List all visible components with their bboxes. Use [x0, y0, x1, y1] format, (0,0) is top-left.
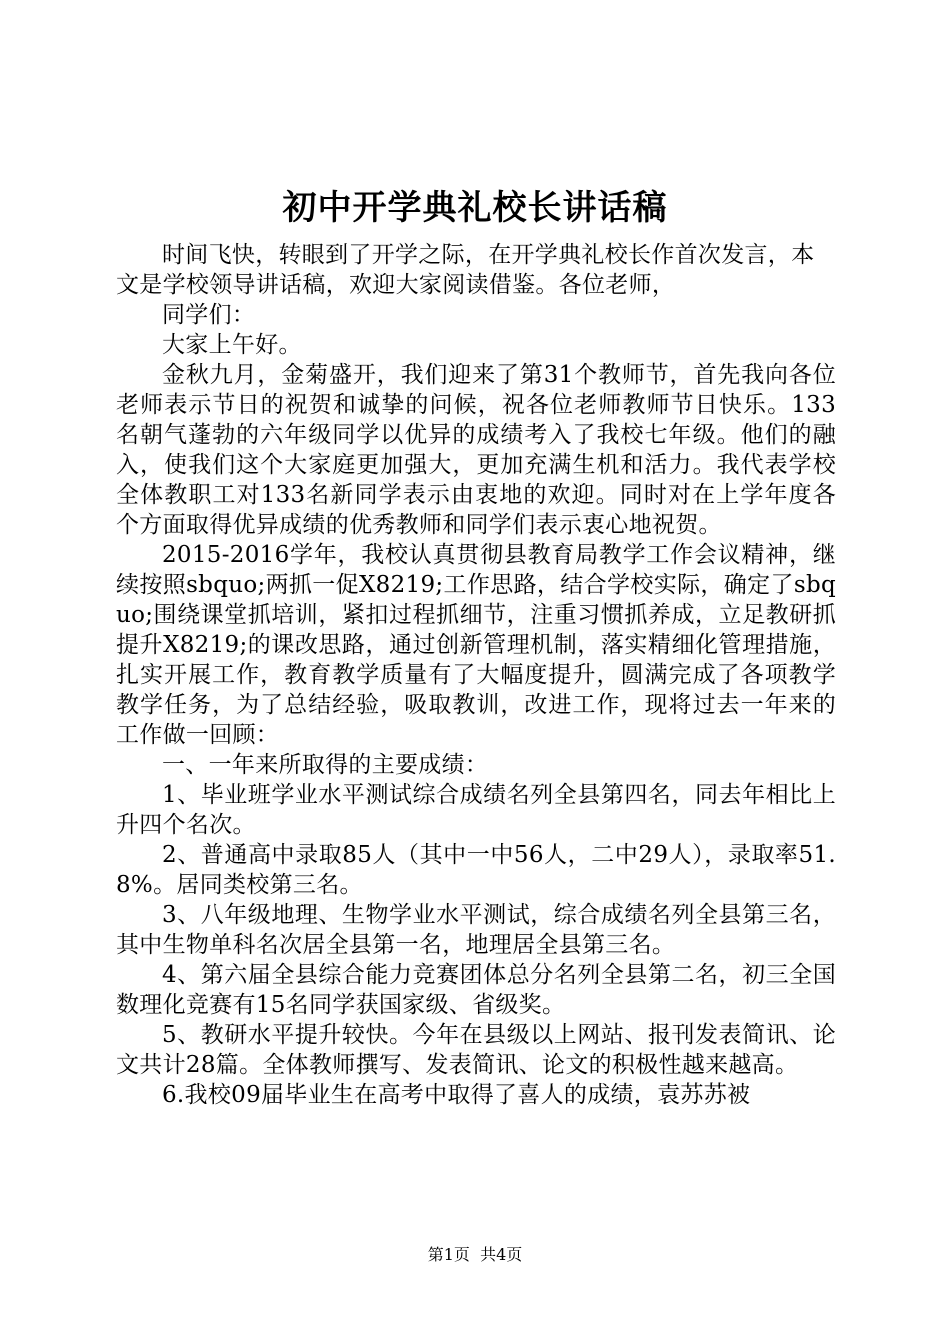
paragraph-greeting-morning: 大家上午好。 — [162, 332, 302, 358]
paragraph-item-4: 4、第六届全县综合能力竞赛团体总分名列全县第二名，初三全国数理化竞赛有15名同学获国家级、省级奖。 — [116, 962, 836, 1018]
paragraph-item-5: 5、教研水平提升较快。今年在县级以上网站、报刊发表简讯、论文共计28篇。全体教师撰写、发表简讯、论文的积极性越来越高。 — [116, 1022, 836, 1078]
paragraph-school-year: 2015-2016学年，我校认真贯彻县教育局教学工作会议精神，继续按照sbquo;两抓一促X8219;工作思路，结合学校实际，确定了sbquo;围绕课堂抓培训，紧扣过程抓细节，注重习惯抓养成，立足教研抓提升X8219;的课改思路，通过创新管理机制，落实精细化管理措施，扎实开展工作，教育教学质量有了大幅度提升，圆满完成了各项教学教学任务，为了总结经验，吸取教训，改进工作，现将过去一年来的工作做一回顾： — [116, 542, 836, 748]
page-footer — [0, 1242, 950, 1268]
paragraph-item-1: 1、毕业班学业水平测试综合成绩名列全县第四名，同去年相比上升四个名次。 — [116, 782, 836, 838]
document-title: 初中开学典礼校长讲话稿 — [282, 188, 668, 228]
paragraph-greeting-students: 同学们： — [162, 302, 256, 328]
page-total: 共4页 — [480, 1245, 523, 1264]
paragraph-item-2: 2、普通高中录取85人（其中一中56人，二中29人），录取率51.8%。居同类校第三名。 — [116, 842, 836, 898]
paragraph-intro: 时间飞快，转眼到了开学之际，在开学典礼校长作首次发言，本文是学校领导讲话稿，欢迎大家阅读借鉴。各位老师， — [116, 242, 815, 298]
document-body — [116, 240, 836, 1110]
page-number: 第1页 — [427, 1245, 470, 1264]
paragraph-section-heading: 一、一年来所取得的主要成绩： — [162, 752, 489, 778]
paragraph-item-3: 3、八年级地理、生物学业水平测试，综合成绩名列全县第三名，其中生物单科名次居全县第一名，地理居全县第三名。 — [116, 902, 836, 958]
paragraph-item-6: 6.我校09届毕业生在高考中取得了喜人的成绩，袁苏苏被 — [162, 1082, 751, 1108]
paragraph-teachers-day: 金秋九月，金菊盛开，我们迎来了第31个教师节，首先我向各位老师表示节日的祝贺和诚挚的问候，祝各位老师教师节日快乐。133名朝气蓬勃的六年级同学以优异的成绩考入了我校七年级。他们的融入，使我们这个大家庭更加强大，更加充满生机和活力。我代表学校全体教职工对133名新同学表示由衷地的欢迎。同时对在上学年度各个方面取得优异成绩的优秀教师和同学们表示衷心地祝贺。 — [116, 362, 836, 538]
